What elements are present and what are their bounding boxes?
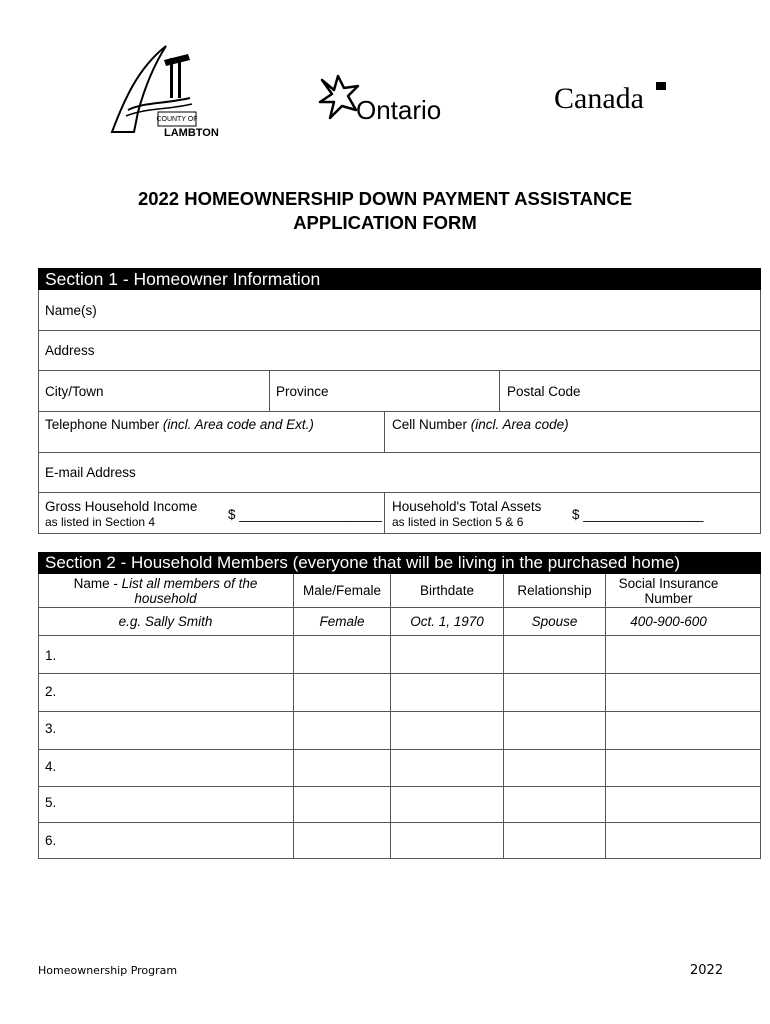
member-row-number: 3. xyxy=(45,721,57,736)
logo-lambton-text: LAMBTON xyxy=(164,127,219,139)
gross-income-value: $ ___________________ xyxy=(228,507,382,522)
telephone-note: (incl. Area code and Ext.) xyxy=(162,417,314,432)
province-label: Province xyxy=(276,384,329,399)
member-row-number: 5. xyxy=(45,795,57,810)
ontario-wordmark: Ontario xyxy=(356,95,442,125)
member-row-number: 1. xyxy=(45,648,57,663)
postal-code-field[interactable] xyxy=(500,371,761,411)
telephone-field[interactable] xyxy=(38,412,384,452)
divider xyxy=(38,607,761,608)
name-col-line2: household xyxy=(134,591,197,606)
example-sin: 400-900-600 xyxy=(630,614,707,629)
form-title-line2: APPLICATION FORM xyxy=(293,212,477,233)
cell-number-label: Cell Number xyxy=(392,417,468,432)
sin-col-line2: Number xyxy=(644,591,693,606)
member-row[interactable] xyxy=(38,712,761,749)
example-name: e.g. Sally Smith xyxy=(118,614,213,629)
form-title-line1: 2022 HOMEOWNERSHIP DOWN PAYMENT ASSISTANCE xyxy=(137,188,633,209)
footer-program: Homeownership Program xyxy=(38,964,178,977)
member-row[interactable] xyxy=(38,750,761,786)
column-header-sin xyxy=(606,576,731,606)
column-header-gender: Male/Female xyxy=(302,583,382,598)
footer-year: 2022 xyxy=(690,963,724,978)
member-row-number: 2. xyxy=(45,684,57,699)
canada-wordmark: Canada xyxy=(554,82,644,115)
email-field[interactable] xyxy=(38,453,761,492)
member-row-number: 4. xyxy=(45,759,57,774)
postal-code-label: Postal Code xyxy=(507,384,581,399)
example-relationship: Spouse xyxy=(531,614,578,629)
gross-income-label: Gross Household Income xyxy=(45,499,198,514)
total-assets-sub: as listed in Section 5 & 6 xyxy=(392,515,524,529)
column-header-relationship: Relationship xyxy=(517,583,592,598)
city-field[interactable] xyxy=(38,371,269,411)
total-assets-label: Household's Total Assets xyxy=(392,499,542,514)
member-row[interactable] xyxy=(38,787,761,822)
total-assets-field[interactable] xyxy=(385,493,761,534)
column-header-birthdate: Birthdate xyxy=(419,583,475,598)
section2-header: Section 2 - Household Members (everyone that will be living in the purchased home) xyxy=(38,552,761,574)
address-label: Address xyxy=(45,343,95,358)
email-label: E-mail Address xyxy=(45,465,136,480)
sin-col-line1: Social Insurance xyxy=(618,576,719,591)
column-header-name xyxy=(38,576,293,606)
section1-header: Section 1 - Homeowner Information xyxy=(38,268,761,290)
total-assets-value: $ ________________ xyxy=(572,507,704,522)
member-row[interactable] xyxy=(38,823,761,859)
name-col-line1: List all members of the xyxy=(121,576,258,591)
names-label: Name(s) xyxy=(45,303,97,318)
gross-income-sub: as listed in Section 4 xyxy=(45,515,156,529)
name-col-prefix: Name - xyxy=(73,576,118,591)
member-row[interactable] xyxy=(38,636,761,673)
names-field[interactable] xyxy=(38,290,761,330)
telephone-label: Telephone Number xyxy=(45,417,160,432)
address-field[interactable] xyxy=(38,331,761,370)
cell-number-field[interactable] xyxy=(385,412,761,452)
member-row-number: 6. xyxy=(45,833,57,848)
example-gender: Female xyxy=(319,614,365,629)
cell-number-note: (incl. Area code) xyxy=(470,417,569,432)
logo-county-text: COUNTY OF xyxy=(156,116,198,123)
province-field[interactable] xyxy=(270,371,499,411)
ontario-logo xyxy=(312,72,452,128)
gross-income-field[interactable] xyxy=(38,493,384,534)
canada-wordmark-logo xyxy=(552,78,672,114)
example-birthdate: Oct. 1, 1970 xyxy=(410,614,484,629)
city-label: City/Town xyxy=(45,384,104,399)
county-of-lambton-logo xyxy=(104,40,219,139)
member-row[interactable] xyxy=(38,674,761,711)
